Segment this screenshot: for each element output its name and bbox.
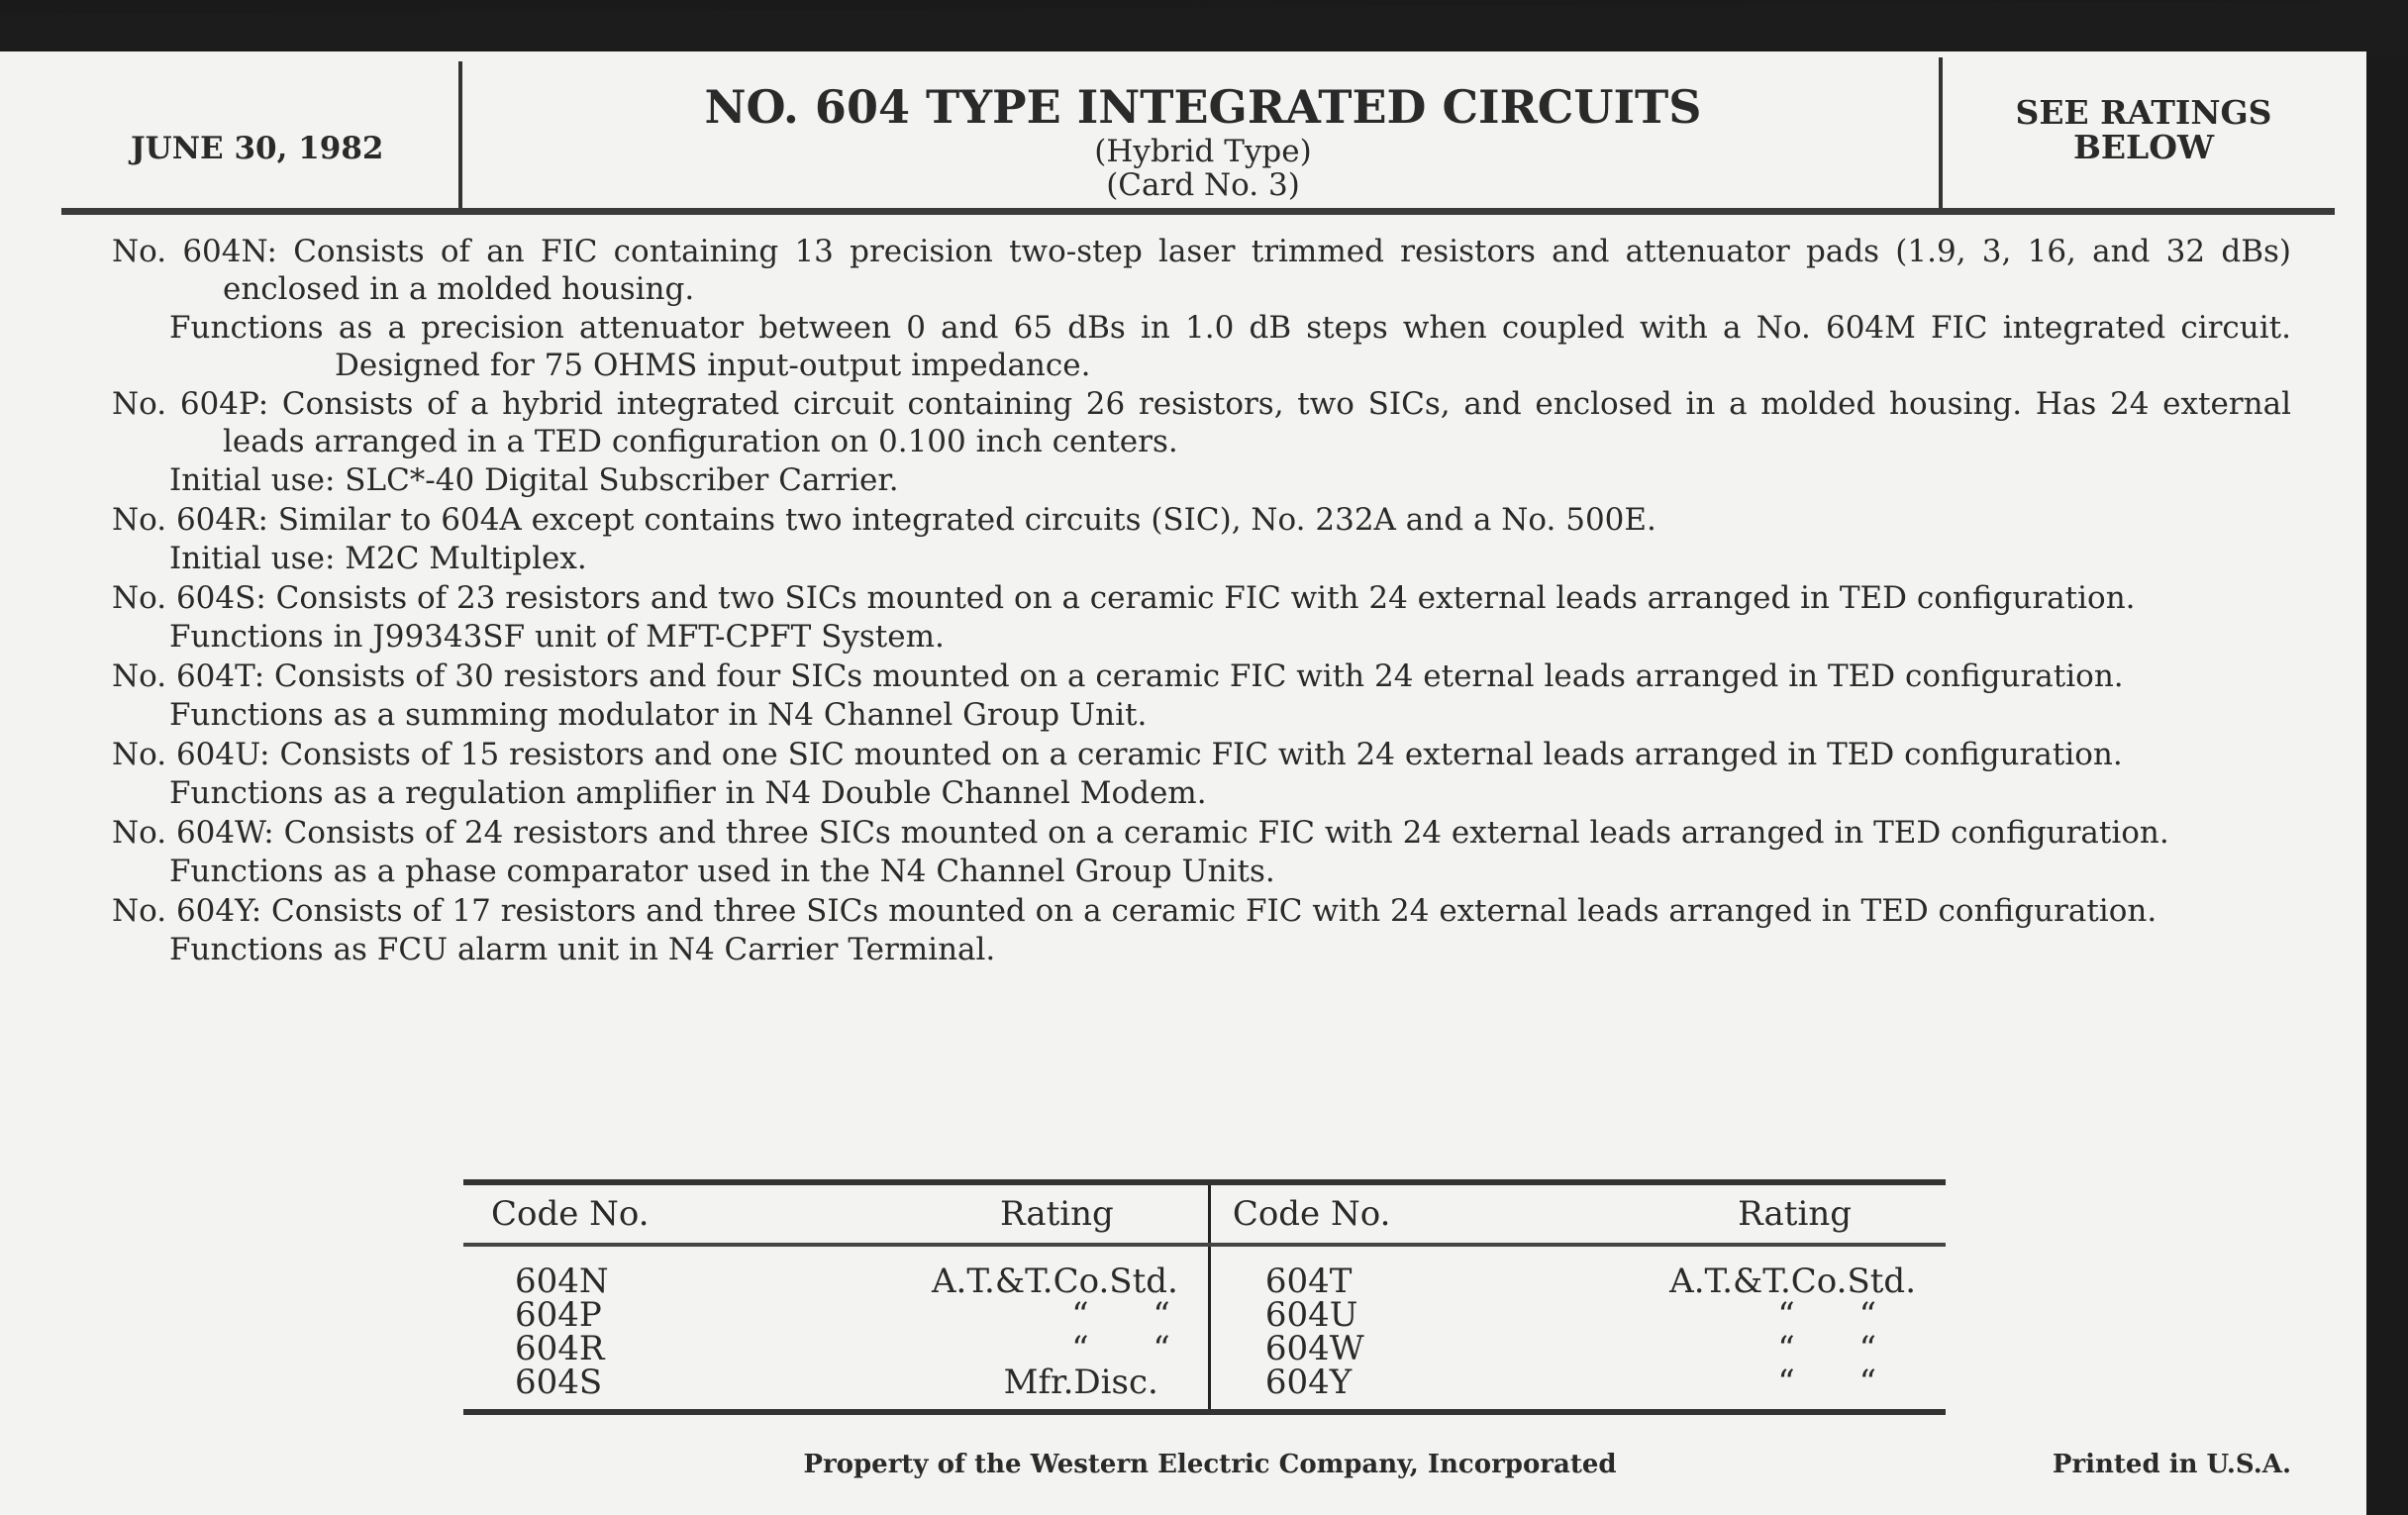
entry-description: No. 604R: Similar to 604A except contains two integrated circuits (SIC), No. 232A and a No. 500E. bbox=[112, 501, 1656, 538]
card-number: (Card No. 3) bbox=[1106, 167, 1300, 203]
table-row bbox=[463, 1245, 1946, 1298]
entry-description: No. 604U: Consists of 15 resistors and one SIC mounted on a ceramic FIC with 24 external leads arranged in TED configuration. bbox=[112, 736, 2123, 772]
entry-description: No. 604Y: Consists of 17 resistors and three SICs mounted on a ceramic FIC with 24 external leads arranged in TED configuration. bbox=[112, 892, 2157, 929]
header-divider bbox=[458, 61, 462, 210]
entry-use: Functions as a phase comparator used in the N4 Channel Group Units. bbox=[169, 854, 1275, 889]
col-code: Code No. bbox=[1209, 1182, 1501, 1245]
table-row bbox=[463, 1298, 1946, 1332]
ratings-note-line: SEE RATINGS bbox=[2015, 93, 2272, 132]
entry-description: No. 604T: Consists of 30 resistors and four SICs mounted on a ceramic FIC with 24 eternal leads arranged in TED configuration. bbox=[112, 657, 2124, 694]
card-title-block bbox=[465, 79, 1941, 202]
entry-description: No. 604N: Consists of an FIC containing 13 precision two-step laser trimmed resistors and attenuator pads (1.9, 3, 16, and 32 dBs) enclosed in a molded housing. bbox=[112, 234, 2291, 307]
table-row bbox=[463, 1332, 1946, 1365]
ratings-note bbox=[1946, 95, 2342, 164]
entry-use: Functions as a precision attenuator between 0 and 65 dBs in 1.0 dB steps when coupled with a No. 604M FIC integrated circuit. Designed for 75 OHMS input-output impedance. bbox=[169, 310, 2291, 383]
entry-use: Functions as FCU alarm unit in N4 Carrier Terminal. bbox=[169, 932, 996, 967]
entry-use: Initial use: M2C Multiplex. bbox=[169, 541, 587, 576]
rating-cell: “ “ bbox=[1071, 1329, 1170, 1368]
rating-cell: “ “ bbox=[1071, 1295, 1170, 1335]
table-row bbox=[463, 1365, 1946, 1412]
code-cell: 604U bbox=[1209, 1298, 1501, 1332]
entry-use: Functions as a regulation amplifier in N4 Double Channel Modem. bbox=[169, 775, 1207, 811]
rating-cell: A.T.&T.Co.Std. bbox=[931, 1262, 1178, 1301]
entry-description: No. 604W: Consists of 24 resistors and three SICs mounted on a ceramic FIC with 24 external leads arranged in TED configuration. bbox=[112, 814, 2169, 851]
entry-description: No. 604P: Consists of a hybrid integrated circuit containing 26 resistors, two SICs, and enclosed in a molded housing. Has 24 external leads arranged in a TED configuration on 0.100 inch centers. bbox=[112, 386, 2291, 459]
property-notice: Property of the Western Electric Company, Incorporated bbox=[803, 1450, 1617, 1479]
rating-cell: A.T.&T.Co.Std. bbox=[1669, 1262, 1916, 1301]
code-cell: 604P bbox=[515, 1295, 602, 1335]
entry-description: No. 604S: Consists of 23 resistors and two SICs mounted on a ceramic FIC with 24 external leads arranged in TED configuration. bbox=[112, 579, 2136, 616]
entries-list bbox=[112, 234, 2291, 971]
code-cell: 604N bbox=[515, 1262, 609, 1301]
col-rating: Rating bbox=[762, 1182, 1209, 1245]
col-rating: Rating bbox=[1501, 1182, 1946, 1245]
code-cell: 604S bbox=[463, 1365, 762, 1412]
code-cell: 604T bbox=[1209, 1245, 1501, 1298]
code-cell: 604R bbox=[515, 1329, 605, 1368]
rating-cell: Mfr.Disc. bbox=[762, 1365, 1209, 1412]
header-rule bbox=[61, 208, 2335, 215]
rating-cell: “ “ bbox=[1501, 1365, 1946, 1412]
printed-notice: Printed in U.S.A. bbox=[2052, 1450, 2291, 1479]
card-title: NO. 604 TYPE INTEGRATED CIRCUITS bbox=[704, 80, 1702, 134]
entry-use: Functions in J99343SF unit of MFT-CPFT System. bbox=[169, 619, 945, 655]
code-cell: 604W bbox=[1209, 1332, 1501, 1365]
entry-use: Initial use: SLC*-40 Digital Subscriber Carrier. bbox=[169, 462, 899, 498]
ratings-note-line: BELOW bbox=[2072, 128, 2215, 166]
code-cell: 604Y bbox=[1209, 1365, 1501, 1412]
table-header-row bbox=[463, 1182, 1946, 1245]
rating-cell: “ “ bbox=[1777, 1329, 1876, 1368]
entry-use: Functions as a summing modulator in N4 Channel Group Unit. bbox=[169, 697, 1148, 733]
col-code: Code No. bbox=[463, 1182, 762, 1245]
card-subtitle: (Hybrid Type) bbox=[1094, 134, 1312, 169]
ratings-table bbox=[463, 1179, 1946, 1415]
card-date: JUNE 30, 1982 bbox=[131, 131, 384, 166]
rating-cell: “ “ bbox=[1777, 1295, 1876, 1335]
